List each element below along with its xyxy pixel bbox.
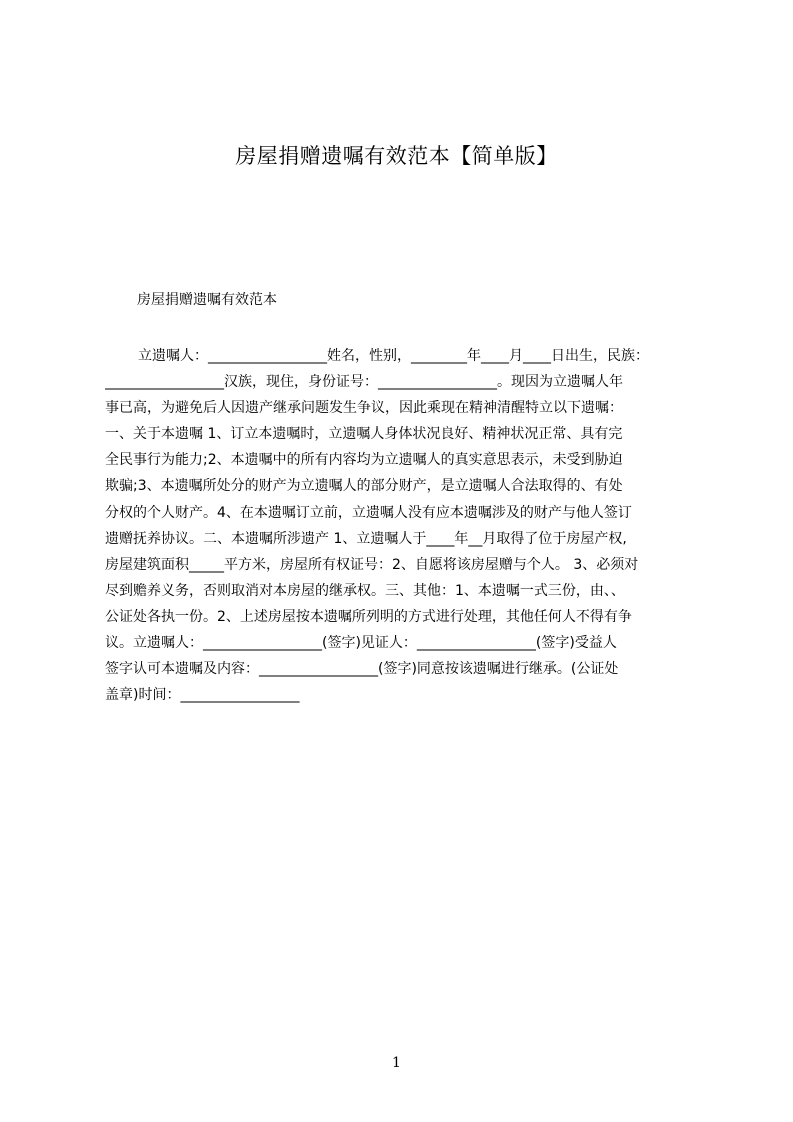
- will-body-text: [105, 343, 697, 715]
- body-line: 分权的个人财产。4、在本遗嘱订立前，立遗嘱人没有应本遗嘱涉及的财产与他人签订: [105, 504, 632, 521]
- body-line: 尽到赡养义务，否则取消对本房屋的继承权。三、其他：1、本遗嘱一式三份，由、、: [105, 582, 625, 599]
- body-line: 事已高，为避免后人因遗产继承问题发生争议，因此乘现在精神清醒特立以下遗嘱：: [105, 400, 623, 417]
- document-title: 房屋捐赠遗嘱有效范本【简单版】: [235, 144, 558, 168]
- body-line: 议。立遗嘱人：_________________(签字)见证人：_________________(签字)受益人: [105, 635, 617, 652]
- document-subtitle: 房屋捐赠遗嘱有效范本: [137, 292, 277, 308]
- page-number: 1: [392, 1055, 401, 1071]
- body-line: 房屋建筑面积_____平方米，房屋所有权证号：2、自愿将该房屋赠与个人。 3、必须对: [105, 556, 639, 573]
- body-line: 公证处各执一份。2、上述房屋按本遗嘱所列明的方式进行处理，其他任何人不得有争: [105, 608, 632, 625]
- body-line: 立遗嘱人：_________________姓名，性别，________年____月____日出生，民族：: [138, 348, 649, 364]
- body-line: 签字认可本遗嘱及内容：_________________(签字)同意按该遗嘱进行继承。(公证处: [105, 661, 619, 678]
- body-line: 一、关于本遗嘱 1、订立本遗嘱时，立遗嘱人身体状况良好、精神状况正常、具有完: [105, 426, 623, 443]
- body-line: 盖章)时间：_________________: [105, 687, 300, 704]
- body-line: 欺骗;3、本遗嘱所处分的财产为立遗嘱人的部分财产，是立遗嘱人合法取得的、有处: [105, 478, 623, 495]
- body-line: _________________汉族，现住，身份证号：_________________。现因为立遗嘱人年: [105, 374, 623, 391]
- body-line: 全民事行为能力;2、本遗嘱中的所有内容均为立遗嘱人的真实意思表示，未受到胁迫: [105, 452, 623, 469]
- body-line: 遗赠抚养协议。二、本遗嘱所涉遗产 1、立遗嘱人于____年__月取得了位于房屋产权,: [105, 530, 627, 547]
